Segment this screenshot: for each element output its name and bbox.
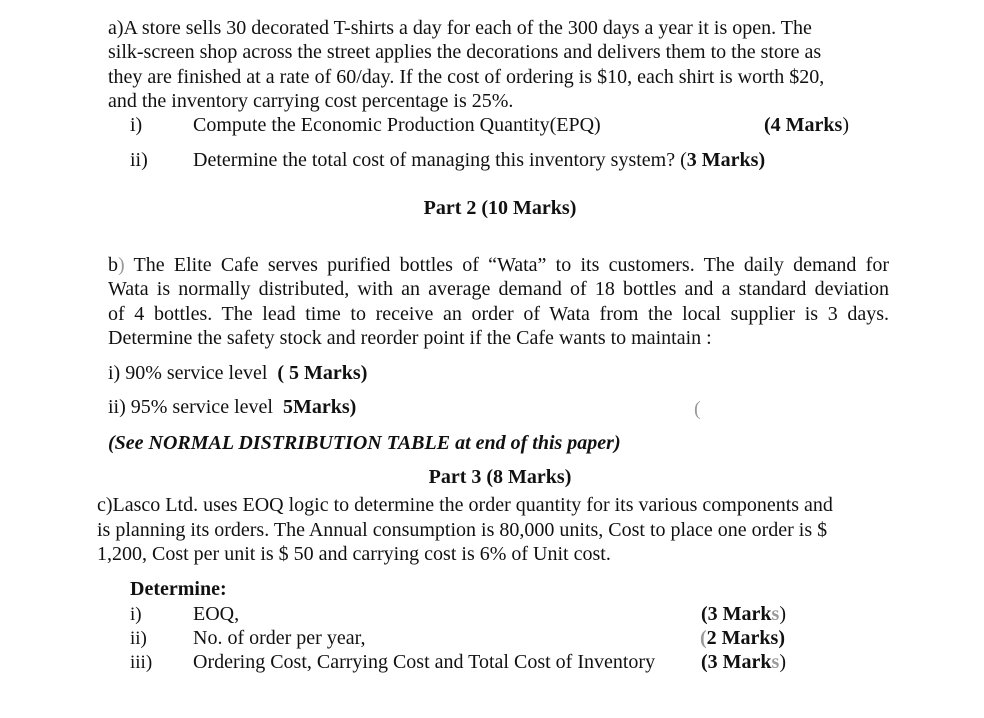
marks-close: ) (779, 651, 787, 673)
question-c-item-3-marks (701, 650, 786, 674)
question-b-item-2 (108, 395, 356, 419)
question-a-line-1: a)A store sells 30 decorated T-shirts a day for each of the 300 days a year it is open. The (108, 17, 812, 39)
normal-distribution-note: (See NORMAL DISTRIBUTION TABLE at end of this paper) (108, 432, 621, 454)
marks-close: ) (779, 603, 787, 625)
question-c-item-2-text: No. of order per year, (193, 627, 366, 649)
marks-s: s (771, 651, 780, 673)
part-2-heading: Part 2 (10 Marks) (423, 197, 577, 219)
question-c-item-1-marks (701, 602, 786, 626)
item-text: i) 90% service level (108, 362, 278, 384)
question-a-item-1-marks (764, 113, 849, 137)
question-c-line-1: c)Lasco Ltd. uses EOQ logic to determine the order quantity for its various components and (97, 494, 833, 516)
marks-close: ) (842, 114, 849, 136)
question-a-item-1-number: i) (130, 114, 143, 136)
question-b-paragraph (108, 253, 889, 351)
question-a-item-2-number: ii) (130, 149, 148, 171)
marks-s: s (771, 603, 780, 625)
marks-label: 5Marks) (282, 396, 357, 418)
marks-label: ( 5 Marks) (277, 362, 368, 384)
question-b-line-1: b) The Elite Cafe serves purified bottles of “Wata” to its customers. The daily demand for (108, 254, 889, 276)
question-c-item-1-number: i) (130, 604, 142, 625)
question-a-line-4: and the inventory carrying cost percentage is 25%. (108, 90, 514, 112)
question-a-item-1-text: Compute the Economic Production Quantity(EPQ) (193, 114, 601, 136)
question-c-item-1-text: EOQ, (193, 603, 240, 625)
question-c-item-2-marks (700, 626, 785, 650)
question-a-line-3: they are finished at a rate of 60/day. If the cost of ordering is $10, each shirt is worth $20, (108, 66, 825, 88)
marks-label: (3 Mark (701, 603, 772, 625)
marks-label: 3 Marks) (686, 149, 766, 171)
marks-label: (3 Mark (701, 651, 772, 673)
question-c-item-2-number: ii) (130, 628, 147, 649)
question-b-line-4: Determine the safety stock and reorder point if the Cafe wants to maintain : (108, 327, 712, 350)
item-text: Determine the total cost of managing this inventory system? ( (193, 149, 687, 171)
stray-parenthesis: ( (694, 398, 701, 420)
question-c-line-2: is planning its orders. The Annual consumption is 80,000 units, Cost to place one order is $ (97, 519, 828, 541)
marks-open: ( (700, 627, 707, 649)
determine-label: Determine: (130, 578, 227, 600)
question-c-item-3-number: iii) (130, 652, 153, 673)
marks-label: (4 Marks (764, 114, 843, 136)
marks-label: 2 Marks) (706, 627, 785, 649)
question-a-line-2: silk-screen shop across the street applies the decorations and delivers them to the store as (108, 41, 822, 63)
question-b-line-1-rest: The Elite Cafe serves purified bottles of “Wata” to its customers. The daily demand for (124, 254, 889, 276)
question-c-item-3-text: Ordering Cost, Carrying Cost and Total Cost of Inventory (193, 651, 656, 673)
question-c-line-3: 1,200, Cost per unit is $ 50 and carrying cost is 6% of Unit cost. (97, 543, 611, 565)
item-text: ii) 95% service level (108, 396, 283, 418)
part-3-heading: Part 3 (8 Marks) (428, 466, 572, 488)
question-b-item-1 (108, 361, 367, 385)
question-b-line-3: of 4 bottles. The lead time to receive an order of Wata from the local supplier is 3 days. (108, 302, 889, 325)
question-b-line-2: Wata is normally distributed, with an average demand of 18 bottles and a standard deviation (108, 278, 889, 301)
question-a-item-2-text (193, 148, 765, 172)
